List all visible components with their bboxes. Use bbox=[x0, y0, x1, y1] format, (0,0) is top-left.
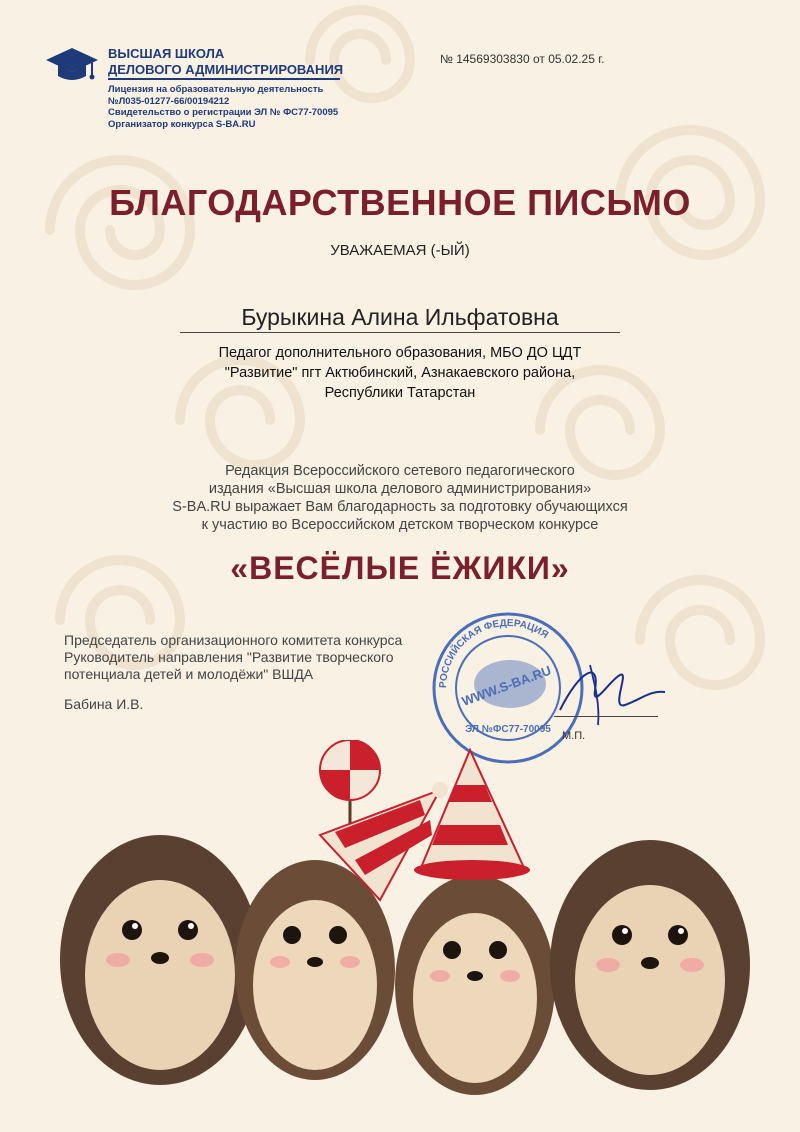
recipient-underline bbox=[180, 332, 620, 333]
greeting: УВАЖАЕМАЯ (-ЫЙ) bbox=[330, 242, 470, 259]
body-line1: Редакция Всероссийского сетевого педагогического bbox=[225, 463, 575, 479]
hedgehog-4 bbox=[550, 840, 750, 1090]
signature-block bbox=[64, 632, 484, 683]
registration-text: Свидетельство о регистрации ЭЛ № ФС77-70095 bbox=[108, 107, 339, 118]
document-number: № 14569303830 от 05.02.25 г. bbox=[440, 52, 605, 66]
signer-name: Бабина И.В. bbox=[64, 696, 144, 712]
handwritten-signature bbox=[540, 650, 670, 730]
stamp-center-text: WWW.S-BA.RU bbox=[459, 662, 554, 709]
signature-line bbox=[554, 716, 658, 717]
hedgehogs-illustration bbox=[0, 740, 800, 1132]
org-underline bbox=[108, 78, 340, 80]
position-line1: Педагог дополнительного образования, МБО ДО ЦДТ bbox=[218, 345, 582, 361]
position-line3: Республики Татарстан bbox=[324, 385, 476, 401]
graduation-cap-icon bbox=[46, 46, 98, 86]
body-line2: издания «Высшая школа делового администрирования» bbox=[208, 481, 592, 497]
stamp-bottom-text: ЭЛ №ФС77-70095 bbox=[465, 724, 551, 735]
license-number: №Л035-01277-66/00194212 bbox=[108, 95, 230, 107]
recipient-position bbox=[150, 343, 650, 403]
recipient-name: Бурыкина Алина Ильфатовна bbox=[241, 304, 559, 330]
hedgehog-1 bbox=[60, 835, 260, 1085]
signature-line3: потенциала детей и молодёжи" ВШДА bbox=[64, 666, 314, 682]
body-line4: к участию во Всероссийском детском творческом конкурсе bbox=[201, 517, 599, 533]
letter-title: БЛАГОДАРСТВЕННОЕ ПИСЬМО bbox=[109, 182, 691, 223]
org-details bbox=[108, 84, 338, 130]
body-line3: S-BA.RU выражает Вам благодарность за подготовку обучающихся bbox=[172, 499, 628, 515]
stamp-ring-text: РОССИЙСКАЯ ФЕДЕРАЦИЯ bbox=[437, 617, 551, 689]
header bbox=[46, 42, 766, 142]
signature-line1: Председатель организационного комитета конкурса bbox=[64, 632, 403, 648]
stamp-place-label: М.П. bbox=[562, 730, 586, 742]
org-name-line2: ДЕЛОВОГО АДМИНИСТРИРОВАНИЯ bbox=[108, 62, 344, 77]
organizer-text: Организатор конкурса S-BA.RU bbox=[108, 118, 256, 130]
license-text: Лицензия на образовательную деятельность bbox=[108, 84, 324, 95]
org-name-line1: ВЫСШАЯ ШКОЛА bbox=[108, 46, 225, 61]
position-line2: "Развитие" пгт Актюбинский, Азнакаевского района, bbox=[224, 365, 576, 381]
contest-name: «ВЕСЁЛЫЕ ЁЖИКИ» bbox=[230, 550, 570, 586]
org-name bbox=[108, 46, 343, 78]
body-text bbox=[100, 462, 700, 534]
signature-line2: Руководитель направления "Развитие творческого bbox=[64, 649, 394, 665]
